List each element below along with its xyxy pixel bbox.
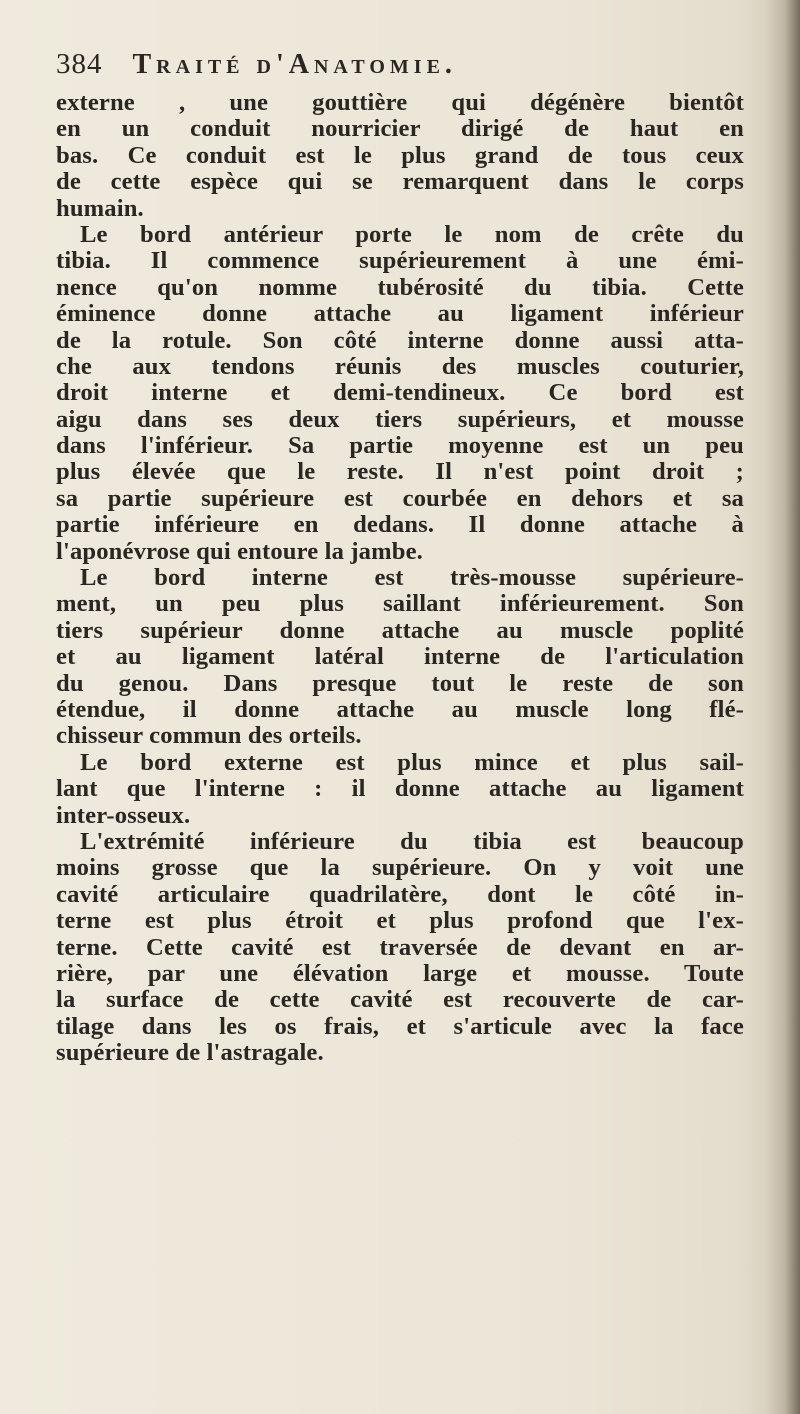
text-line: Le bord externe est plus mince et plus sail- [80,748,744,776]
text-line: humain. [56,194,144,222]
text-line: supérieure de l'astragale. [56,1039,324,1067]
text-line: du genou. Dans presque tout le reste de son [56,669,744,697]
text-line: ment, un peu plus saillant inférieurement. Son [56,590,744,618]
page-edge-shadow [766,0,800,1414]
body-text [56,90,744,1066]
text-line: plus élevée que le reste. Il n'est point droit ; [56,458,744,486]
text-line: externe , une gouttière qui dégénère bientôt [56,89,744,116]
text-line: la surface de cette cavité est recouverte de car- [56,986,744,1014]
text-line: bas. Ce conduit est le plus grand de tous ceux [56,141,744,169]
text-line: L'extrémité inférieure du tibia est beaucoup [80,827,744,855]
text-line: lant que l'interne : il donne attache au ligament [56,775,744,803]
text-line: inter-osseux. [56,801,191,829]
text-line: nence qu'on nomme tubérosité du tibia. Cette [56,273,744,301]
text-line: dans l'inférieur. Sa partie moyenne est un peu [56,432,744,460]
text-line: éminence donne attache au ligament inférieur [56,300,744,328]
text-line: tiers supérieur donne attache au muscle poplité [56,616,744,644]
text-line: partie inférieure en dedans. Il donne attache à [56,511,744,539]
page-number: 384 [56,48,103,80]
text-line: terne. Cette cavité est traversée de devant en ar- [56,933,744,961]
text-line: en un conduit nourricier dirigé de haut en [56,115,744,143]
text-line: tibia. Il commence supérieurement à une émi- [56,247,744,275]
text-line: étendue, il donne attache au muscle long flé- [56,695,744,723]
text-line: aigu dans ses deux tiers supérieurs, et mousse [56,405,744,433]
text-line: rière, par une élévation large et mousse. Toute [56,959,744,987]
text-line: terne est plus étroit et plus profond que l'ex- [56,907,744,935]
text-line: droit interne et demi-tendineux. Ce bord est [56,379,744,407]
text-line: et au ligament latéral interne de l'articulation [56,643,744,671]
text-line: moins grosse que la supérieure. On y voit une [56,854,744,882]
text-line: Le bord antérieur porte le nom de crête du [80,220,744,248]
text-line: sa partie supérieure est courbée en dehors et sa [56,484,744,512]
text-line: chisseur commun des orteils. [56,722,362,750]
text-line: cavité articulaire quadrilatère, dont le côté in- [56,880,744,908]
text-line: tilage dans les os frais, et s'articule avec la face [56,1012,744,1040]
text-line: che aux tendons réunis des muscles couturier, [56,352,744,380]
text-line: l'aponévrose qui entoure la jambe. [56,537,423,565]
running-header [56,48,756,92]
text-line: de la rotule. Son côté interne donne aussi atta- [56,326,744,354]
running-title: Traité d'Anatomie. [132,49,457,80]
text-line: Le bord interne est très-mousse supérieure- [80,564,744,592]
text-line: de cette espèce qui se remarquent dans le corps [56,168,744,196]
